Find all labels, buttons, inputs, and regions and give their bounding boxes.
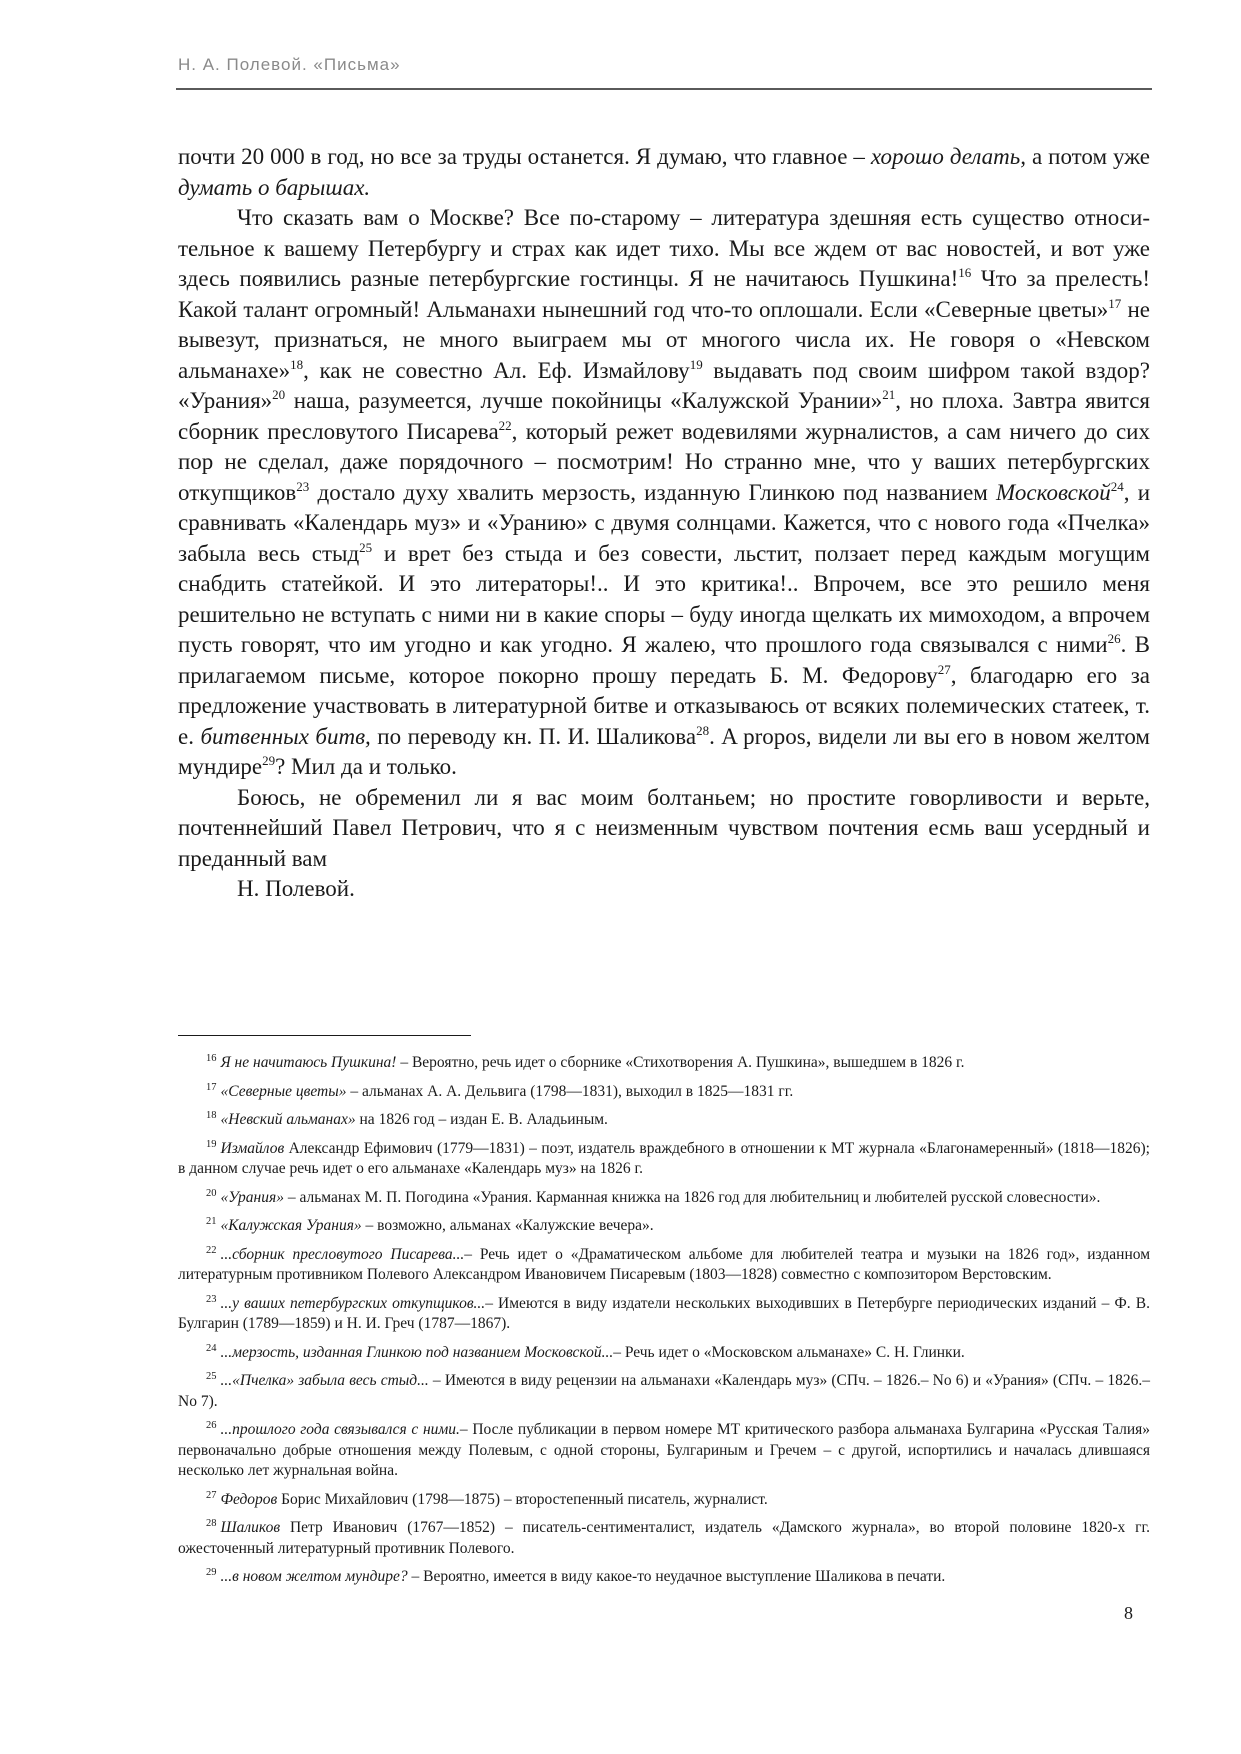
header-rule	[176, 88, 1152, 90]
footnote	[178, 1420, 1150, 1482]
footnote	[178, 1294, 1150, 1335]
footnote-number: 21	[206, 1216, 217, 1227]
footnote-ref[interactable]: 19	[689, 356, 703, 372]
footnote-text: – Имеются в виду издатели нескольких выходивших в Петербурге периодических изданий – Ф. В. Булгарин (1789—1859) и Н. И. Греч (1787—1867).	[178, 1294, 1150, 1332]
footnote-separator	[178, 1035, 471, 1036]
italic-run: битвенных битв,	[200, 723, 371, 749]
footnote	[178, 1518, 1150, 1559]
footnote	[178, 1053, 1150, 1074]
text-run: ? Мил да и только.	[275, 754, 457, 779]
text-run: наша, разумеется, лучше покойницы «Калужской Урании»	[285, 388, 883, 413]
footnote-text: – Речь идет о «Драматическом альбоме для любителей театра и музыки на 1826 год», изданном литературным противником Полевого Александром Ивановичем Писаревым (1803—1828) совместно с композитором Верстовским.	[178, 1245, 1150, 1283]
text-run: и врет без стыда и без совести, льстит, ползает перед каждым могущим снабдить статейкой. И это литераторы!.. И это критика!.. Впрочем, все это решило меня решительно не вступать с ними ни в какие споры – буду иногда щелкать их мимоходом, а впрочем пусть говорят, что им угодно и как угодно. Я жалею, что прошлого года связывался с ними	[178, 540, 1150, 657]
footnote-number: 19	[206, 1138, 217, 1150]
footnote-number: 22	[206, 1244, 217, 1256]
footnote-lemma: ...сборник пресловутого Писарева...	[220, 1245, 465, 1263]
footnote-text: – После публикации в первом номере МТ критического разбора альманаха Булгарина «Русская Талия» первоначально добрые отношения между Полевым, с одной стороны, Булгариным и Гречем – с другой, испортились и началась длившаяся несколько лет журнальная война.	[178, 1421, 1150, 1479]
text-run: , и сравнивать «Календарь муз» и «Уранию» с двумя солнцами. Кажется, что с нового года «Пчелка» забыла весь стыд	[178, 479, 1150, 566]
text-run: не вывезут, признаться, не много выиграем мы от многого числа их. Не говоря о «Невском альманахе»	[178, 296, 1150, 383]
footnote-number: 25	[206, 1371, 217, 1382]
text-run: , как не совестно Ал. Еф. Измайлову	[303, 357, 690, 383]
footnote-lemma: ...мерзость, изданная Глинкою под названием Московской...	[220, 1343, 614, 1361]
footnote-number: 16	[206, 1053, 217, 1064]
running-header: Н. А. Полевой. «Письма»	[178, 55, 401, 74]
footnote-ref[interactable]: 20	[272, 387, 286, 402]
footnote-text: – альманах М. П. Погодина «Урания. Карманная книжка на 1826 год для любительниц и любителей русской словесности».	[283, 1188, 1101, 1206]
footnote	[178, 1245, 1150, 1286]
text-run: по переводу кн. П. И. Шаликова	[370, 723, 697, 749]
footnote-text: – Вероятно, речь идет о сборнике «Стихотворения А. Пушкина», вышедшем в 1826 г.	[396, 1054, 965, 1071]
italic-run: Московской	[996, 479, 1111, 505]
footnote-number: 28	[206, 1518, 217, 1529]
footnote	[178, 1371, 1150, 1412]
footnote-ref[interactable]: 26	[1107, 631, 1121, 646]
text-run: Что сказать вам о Москве? Все по-старому – литература здешняя есть существо относительное к вашему Петербургу и страх как идет тихо. Мы все ждем от вас новостей, и вот уже здесь появились разные петербургские гостинцы. Я не начитаюсь Пушкина!	[178, 205, 1150, 291]
letter-body	[178, 142, 1150, 905]
paragraph-3: Боюсь, не обременил ли я вас моим болтаньем; но простите говорливости и верьте, почтеннейший Павел Петрович, что я с неизменным чувством почтения есмь ваш усердный и преданный вам	[178, 784, 1150, 871]
text-run: выдавать под своим шифром такой вздор? «Урания»	[178, 357, 1150, 413]
footnote-lemma: «Северные цветы»	[220, 1082, 347, 1100]
footnote-number: 23	[206, 1293, 217, 1305]
text-run: , который режет водевилями журналистов, а сам ничего до сих пор не сделал, даже порядочного – посмотрим! Но странно мне, что у ваших петербургских откупщиков	[178, 418, 1150, 505]
footnote-ref[interactable]: 17	[1108, 295, 1122, 311]
footnote-lemma: «Невский альманах»	[220, 1111, 356, 1128]
footnote-text: – Имеются в виду рецензии на альманахи «Календарь муз» (СПч. – 1826.– No 6) и «Урания» (СПч. – 1826.– No 7).	[178, 1372, 1150, 1410]
footnote-ref[interactable]: 21	[882, 387, 896, 402]
footnote-lemma: Федоров	[220, 1490, 278, 1508]
footnote	[178, 1216, 1150, 1237]
text-run: , благодарю его за предложение участвовать в литературной битве и отказываюсь от всяких полемических статеек, т. е.	[178, 662, 1150, 749]
footnote-lemma: «Калужская Урания»	[220, 1217, 362, 1234]
text-run: Что за прелесть! Какой талант огромный! Альманахи нынешний год что-то оплошали. Если «Северные цветы»	[178, 266, 1150, 322]
footnote-text: – возможно, альманах «Калужские вечера».	[361, 1217, 654, 1234]
footnote-number: 29	[206, 1567, 217, 1578]
footnote-text: – Речь идет о «Московском альманахе» С. Н. Глинки.	[613, 1343, 965, 1361]
footnote-text: Борис Михайлович (1798—1875) – второстепенный писатель, журналист.	[277, 1490, 768, 1508]
footnote-number: 26	[206, 1420, 217, 1431]
footnote	[178, 1567, 1150, 1588]
footnote-number: 18	[206, 1110, 217, 1121]
footnote	[178, 1110, 1150, 1131]
paragraph-2	[178, 203, 1150, 783]
footnote-ref[interactable]: 18	[290, 356, 304, 372]
text-run: . В прилагаемом письме, которое покорно прошу передать Б. М. Федорову	[178, 632, 1151, 688]
footnote-lemma: ...«Пчелка» забыла весь стыд...	[220, 1372, 429, 1389]
footnote-number: 17	[206, 1081, 217, 1093]
text-run: почти 20 000 в год, но все за труды останется. Я думаю, что главное –	[178, 144, 871, 169]
footnote	[178, 1343, 1150, 1364]
italic-run: думать о барышах.	[178, 174, 371, 200]
footnote-lemma: Шаликов	[220, 1519, 281, 1536]
footnote	[178, 1082, 1150, 1103]
footnote-ref[interactable]: 25	[359, 539, 373, 555]
page-number: 8	[1124, 1603, 1133, 1623]
footnote-lemma: Я не начитаюсь Пушкина!	[220, 1054, 397, 1071]
footnote-number: 20	[206, 1187, 217, 1199]
footnote-lemma: Измайлов	[220, 1139, 285, 1157]
footnote-lemma: «Урания»	[220, 1188, 284, 1206]
text-run: . A propos, видели ли вы его в новом желтом мундире	[178, 723, 1150, 779]
footnote-ref[interactable]: 23	[296, 478, 310, 494]
footnote-lemma: ...в новом желтом мундире?	[220, 1568, 408, 1585]
footnote-ref[interactable]: 22	[498, 417, 512, 433]
text-run: , но плоха. Завтра явится сборник пресловутого Писарева	[178, 388, 1150, 444]
footnote	[178, 1139, 1150, 1180]
text-run: достало духу хвалить мерзость, изданную Глинкою под названием	[309, 479, 997, 505]
footnote-ref[interactable]: 24	[1110, 478, 1124, 494]
footnote-text: – альманах А. А. Дельвига (1798—1831), выходил в 1825—1831 гг.	[346, 1082, 794, 1100]
footnote-lemma: ...у ваших петербургских откупщиков...	[220, 1294, 486, 1312]
footnote-ref[interactable]: 28	[696, 722, 710, 738]
footnote-ref[interactable]: 29	[262, 753, 276, 768]
footnote-number: 27	[206, 1489, 217, 1501]
footnotes-section	[178, 1053, 1150, 1596]
text-run: а потом уже	[1026, 144, 1150, 169]
signature: Н. Полевой.	[237, 876, 355, 901]
footnote-ref[interactable]: 16	[958, 265, 972, 280]
footnote-text: Петр Иванович (1767—1852) – писатель-сентименталист, издатель «Дамского журнала», во второй половине 1820-х гг. ожесточенный литературный противник Полевого.	[178, 1519, 1150, 1557]
footnote-ref[interactable]: 27	[937, 661, 951, 677]
italic-run: хорошо делать,	[870, 144, 1027, 169]
footnote-text: – Вероятно, имеется в виду какое-то неудачное выступление Шаликова в печати.	[407, 1568, 946, 1585]
footnote-text: Александр Ефимович (1779—1831) – поэт, издатель враждебного в отношении к МТ журнала «Благонамеренный» (1818—1826); в данном случае речь идет о его альманахе «Календарь муз» на 1826 г.	[178, 1139, 1150, 1177]
footnote-text: на 1826 год – издан Е. В. Аладьиным.	[355, 1111, 608, 1128]
footnote-number: 24	[206, 1342, 217, 1354]
footnote	[178, 1188, 1150, 1209]
footnote	[178, 1490, 1150, 1511]
footnote-lemma: ...прошлого года связывался с ними.	[220, 1421, 460, 1438]
paragraph-1	[178, 142, 1150, 203]
